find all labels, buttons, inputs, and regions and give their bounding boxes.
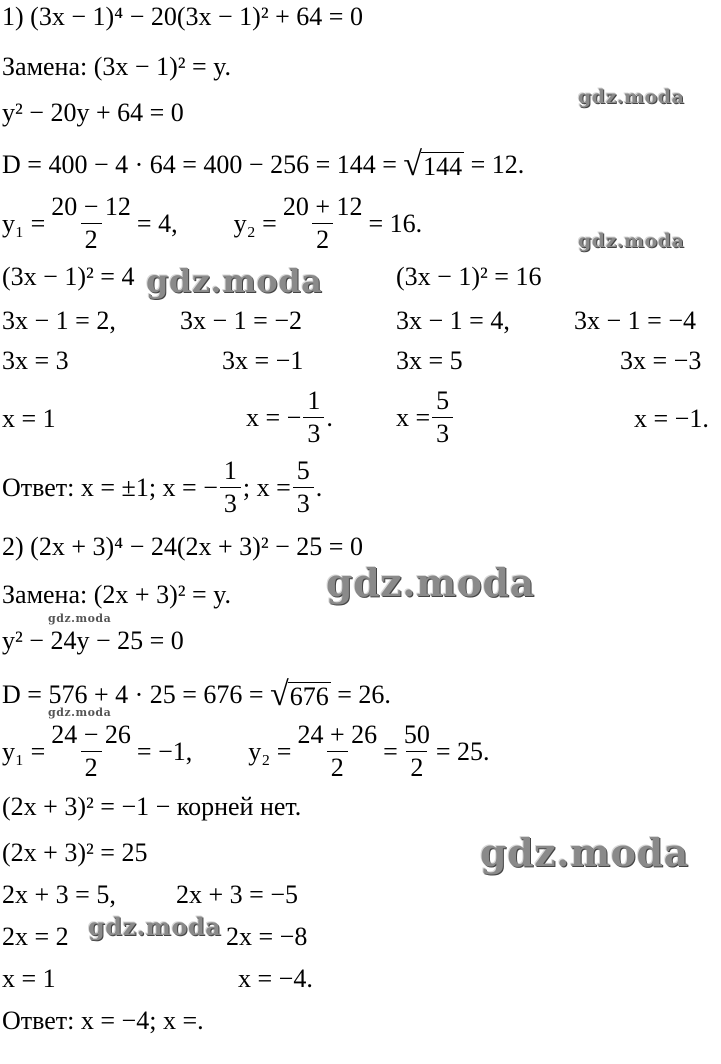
answer-text: x = −4; x =.	[80, 1006, 204, 1035]
y2-fraction	[293, 722, 381, 781]
step3-col2-den: 3	[303, 417, 324, 447]
y1-fraction	[47, 722, 135, 781]
y2-lhs: y₂ =	[248, 736, 292, 766]
step3-col1: x = 1	[2, 404, 56, 433]
step2-col4: 3x = −3	[620, 346, 702, 375]
step2-col1: 3x = 3	[2, 346, 69, 375]
y1-num: 24 − 26	[51, 720, 131, 749]
roots-1	[2, 194, 422, 253]
y2-result: = 25.	[435, 736, 490, 766]
substitution-2	[2, 582, 231, 608]
step2-col2: 3x = −1	[222, 346, 304, 375]
sqrt-radicand: 144	[423, 152, 463, 181]
step3-col3-fraction	[432, 388, 453, 447]
step3-col2-num: 1	[307, 386, 321, 415]
answer-fraction-1	[220, 458, 241, 517]
answer-1: Ответ: x = ±1; x = − $\frac{1}{3}$ ; x = $\frac{5}{3}$ .	[2, 456, 323, 518]
step2-col3: 3x = 5	[396, 346, 463, 375]
step1-col2: 2x + 3 = −5	[176, 880, 298, 909]
answer-label: Ответ:	[2, 1006, 75, 1035]
step3-col3-den: 3	[432, 417, 453, 447]
y1-result: = −1,	[136, 736, 193, 766]
y1-den: 2	[81, 751, 102, 781]
substitution-expr: (3x − 1)² = y.	[93, 52, 231, 81]
y2-num2: 50	[403, 720, 430, 749]
answer-den1: 3	[220, 487, 241, 517]
discriminant-text: D = 400 − 4 · 64 = 400 − 256 = 144 =	[2, 150, 397, 179]
quadratic-2: y² − 24y − 25 = 0	[2, 626, 184, 655]
substitution-label: Замена:	[2, 580, 88, 609]
watermark: gdz.moda	[146, 262, 323, 300]
y2-den: 2	[327, 751, 348, 781]
case-a: (3x − 1)² = 4	[2, 262, 135, 291]
step3-col3-num: 5	[436, 386, 450, 415]
case-b: (3x − 1)² = 16	[396, 262, 542, 291]
watermark: gdz.moda	[48, 612, 112, 625]
step3-col4: x = −1.	[634, 404, 709, 433]
step1-col1: 2x + 3 = 5,	[2, 880, 116, 909]
y1-fraction	[47, 194, 135, 253]
quadratic-1: y² − 20y + 64 = 0	[2, 98, 184, 127]
discriminant-text: D = 576 + 4 · 25 = 676 =	[2, 680, 264, 709]
discriminant-1	[2, 146, 525, 183]
no-roots-line: (2x + 3)² = −1 − корней нет.	[2, 792, 302, 821]
y1-lhs: y₁ =	[2, 736, 46, 766]
substitution-1	[2, 54, 231, 80]
watermark: gdz.moda	[48, 706, 112, 719]
y1-lhs: y₁ =	[2, 208, 46, 238]
step1-col4: 3x − 1 = −4	[574, 306, 696, 335]
y2-fraction-2	[400, 722, 434, 781]
answer-num2: 5	[296, 456, 310, 485]
substitution-expr: (2x + 3)² = y.	[93, 580, 231, 609]
y1-num: 20 − 12	[51, 192, 131, 221]
y1-den: 2	[81, 223, 102, 253]
answer-part-a: x = ±1; x = −	[80, 472, 218, 502]
answer-part-b: ; x =	[242, 472, 291, 502]
step1-col2: 3x − 1 = −2	[180, 306, 302, 335]
step3-col2: x = −4.	[238, 964, 313, 993]
step3-col2-lhs: x = −	[246, 402, 302, 432]
y2-num: 20 + 12	[282, 192, 363, 221]
discriminant-result: = 12.	[470, 150, 525, 179]
answer-num1: 1	[223, 456, 237, 485]
answer-den2: 3	[293, 487, 314, 517]
y1-result: = 4,	[136, 208, 178, 238]
answer-fraction-2	[293, 458, 314, 517]
y2-result: = 16.	[368, 208, 423, 238]
step3-col3-lhs: x =	[396, 402, 431, 432]
sqrt-radicand: 676	[289, 682, 329, 711]
eq2-title: 2) (2x + 3)⁴ − 24(2x + 3)² − 25 = 0	[2, 532, 363, 561]
step3-col3	[396, 388, 455, 447]
step1-col1: 3x − 1 = 2,	[2, 306, 116, 335]
watermark: gdz.moda	[578, 230, 685, 252]
answer-2	[2, 1008, 204, 1034]
step2-col1: 2x = 2	[2, 922, 69, 951]
watermark: gdz.moda	[326, 560, 535, 605]
watermark: gdz.moda	[88, 912, 222, 941]
step2-col2: 2x = −8	[226, 922, 308, 951]
discriminant-result: = 26.	[337, 680, 391, 709]
y2-fraction	[279, 194, 367, 253]
step3-col1: x = 1	[2, 964, 56, 993]
y2-num: 24 + 26	[297, 720, 378, 749]
roots-2	[2, 722, 489, 781]
y2-den: 2	[312, 223, 333, 253]
eq1-title: 1) (3x − 1)⁴ − 20(3x − 1)² + 64 = 0	[2, 2, 363, 31]
step3-col2: x = − $\frac{1}{3}$ .	[246, 386, 333, 448]
sqrt-symbol: √ 144	[403, 146, 463, 183]
y2-lhs: y₂ =	[233, 208, 277, 238]
eq-25: (2x + 3)² = 25	[2, 838, 148, 867]
y2-equals: =	[383, 736, 398, 766]
y2-den2: 2	[406, 751, 427, 781]
answer-label: Ответ:	[2, 472, 75, 502]
substitution-label: Замена:	[2, 52, 88, 81]
step1-col3: 3x − 1 = 4,	[396, 306, 510, 335]
watermark: gdz.moda	[578, 86, 685, 108]
step3-col2-fraction	[303, 388, 324, 447]
watermark: gdz.moda	[480, 830, 689, 875]
sqrt-symbol: √ 676	[270, 676, 329, 713]
